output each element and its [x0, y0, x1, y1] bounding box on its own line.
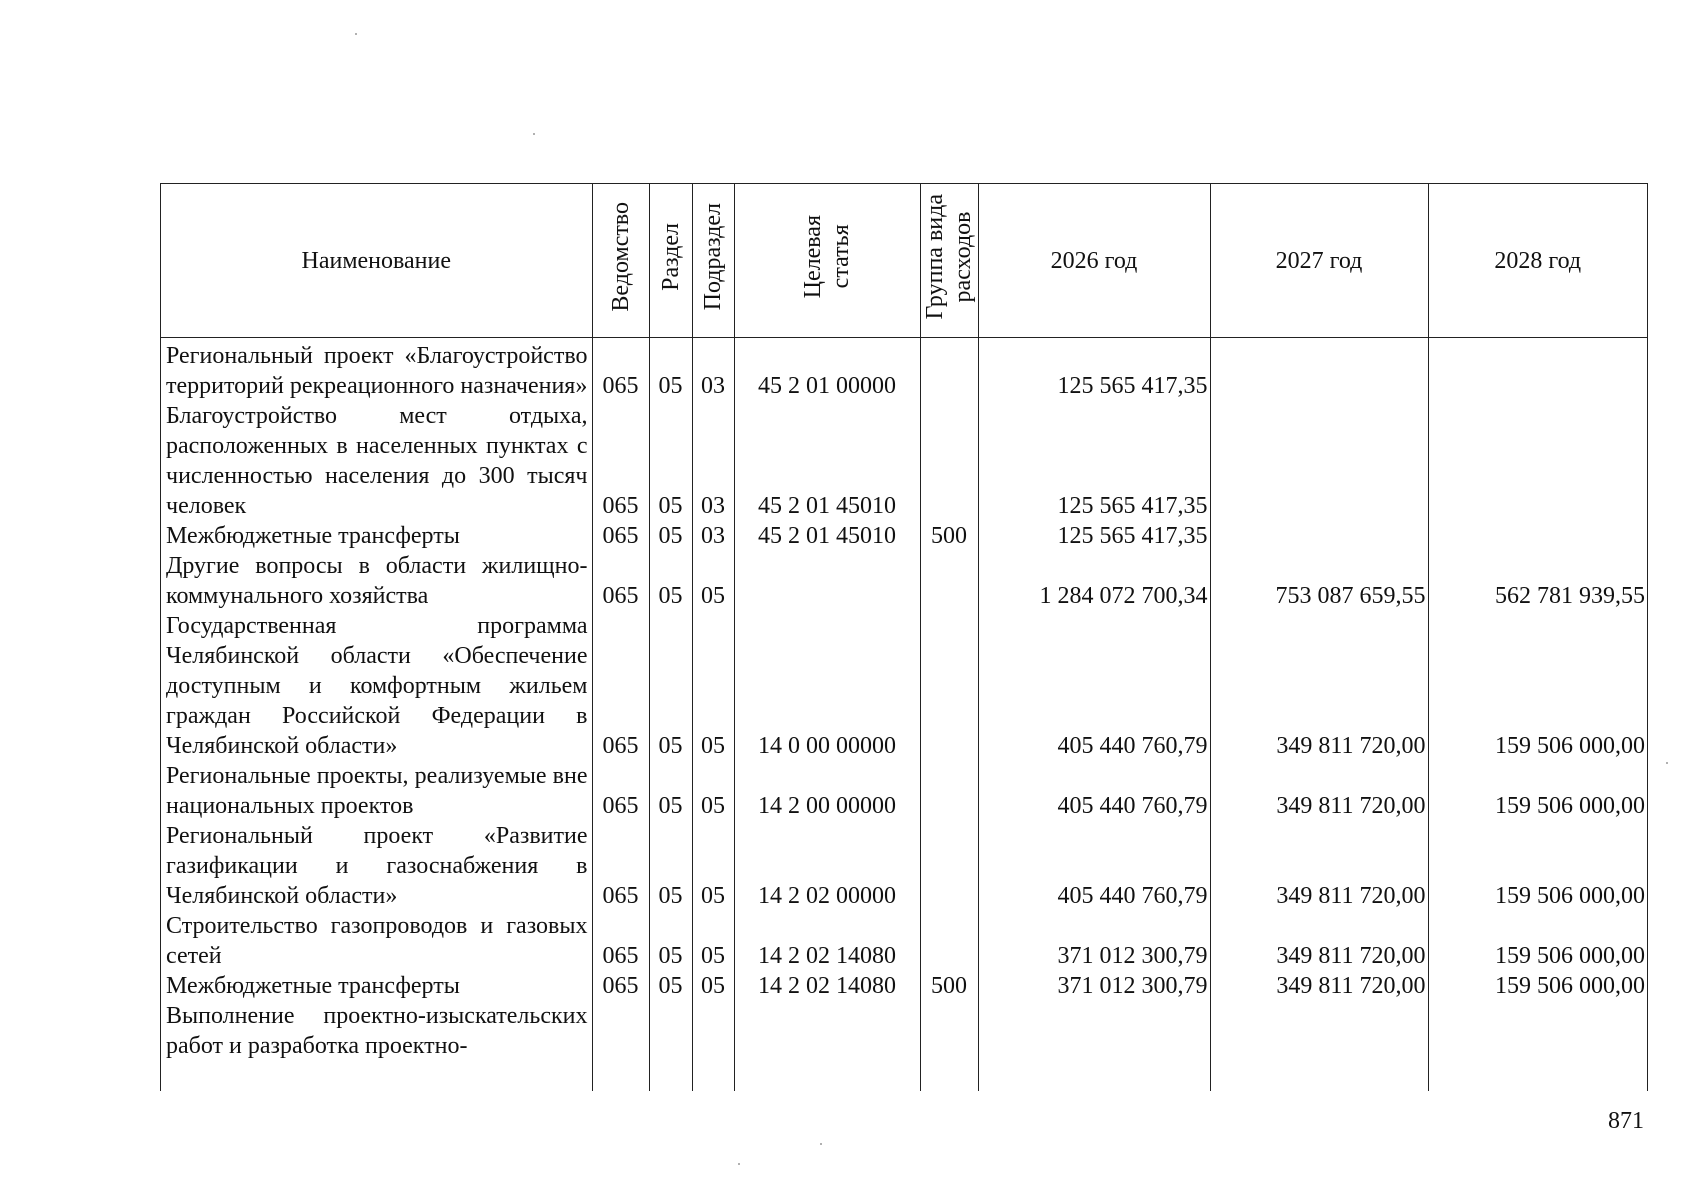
row-name: Благоустройство мест отдыха, расположенных в населенных пунктах с численностью населения до 300 тысяч человек: [161, 401, 592, 521]
row-name: Государственная программа Челябинской области «Обеспечение доступным и комфортным жильем граждан Российской Федерации в Челябинской области»: [161, 611, 592, 761]
row-cel: 45 2 01 45010: [734, 401, 920, 521]
header-cel-label: Целевая статья: [800, 214, 854, 299]
row-ved: [592, 1001, 649, 1061]
filler-cell: [592, 1061, 649, 1091]
row-grp: 500: [920, 521, 978, 551]
row-2026: 1 284 072 700,34: [978, 551, 1210, 611]
table-row: [161, 338, 1647, 402]
row-2027: [1210, 521, 1428, 551]
scan-speck: [820, 1143, 822, 1145]
header-2028-label: 2028 год: [1494, 247, 1582, 274]
row-name: Региональный проект «Благоустройство территорий рекреационного назначения»: [161, 338, 592, 402]
row-2027: 753 087 659,55: [1210, 551, 1428, 611]
filler-cell: [692, 1061, 734, 1091]
row-cel: 14 2 02 00000: [734, 821, 920, 911]
row-grp: [920, 401, 978, 521]
row-2028: [1428, 521, 1647, 551]
row-2026: 125 565 417,35: [978, 521, 1210, 551]
row-2028: 159 506 000,00: [1428, 821, 1647, 911]
row-cel: 45 2 01 00000: [734, 338, 920, 402]
table-row: [161, 551, 1647, 611]
row-name: Региональные проекты, реализуемые вне национальных проектов: [161, 761, 592, 821]
table-header-row: [161, 184, 1647, 338]
row-name: Другие вопросы в области жилищно-коммунального хозяйства: [161, 551, 592, 611]
row-podrazd: 03: [692, 401, 734, 521]
header-razd-label: Раздел: [657, 222, 684, 291]
row-name: Межбюджетные трансферты: [161, 521, 592, 551]
row-2027: 349 811 720,00: [1210, 821, 1428, 911]
header-2026-label: 2026 год: [1050, 247, 1138, 274]
row-2028: [1428, 401, 1647, 521]
row-podrazd: 03: [692, 338, 734, 402]
filler-cell: [1428, 1061, 1647, 1091]
scan-speck: [355, 33, 357, 35]
row-2027: 349 811 720,00: [1210, 971, 1428, 1001]
budget-table-frame: [160, 183, 1648, 1091]
row-razd: [649, 1001, 692, 1061]
row-ved: 065: [592, 521, 649, 551]
row-2028: 159 506 000,00: [1428, 971, 1647, 1001]
row-podrazd: 05: [692, 761, 734, 821]
row-ved: 065: [592, 338, 649, 402]
scan-speck: [1666, 762, 1668, 764]
row-grp: [920, 821, 978, 911]
table-row: [161, 521, 1647, 551]
table-filler-row: [161, 1061, 1647, 1091]
header-razd: [649, 184, 692, 338]
filler-cell: [161, 1061, 592, 1091]
table-row: [161, 1001, 1647, 1061]
header-2026: [978, 184, 1210, 338]
row-cel: [734, 1001, 920, 1061]
row-2026: 405 440 760,79: [978, 761, 1210, 821]
row-podrazd: 05: [692, 611, 734, 761]
row-razd: 05: [649, 521, 692, 551]
header-2028: [1428, 184, 1647, 338]
row-2026: 405 440 760,79: [978, 821, 1210, 911]
row-razd: 05: [649, 401, 692, 521]
row-grp: 500: [920, 971, 978, 1001]
header-grp-label: Группа вида расходов: [922, 193, 976, 320]
row-ved: 065: [592, 551, 649, 611]
header-cel: [734, 184, 920, 338]
row-ved: 065: [592, 761, 649, 821]
filler-cell: [920, 1061, 978, 1091]
row-razd: 05: [649, 338, 692, 402]
row-2026: [978, 1001, 1210, 1061]
row-2028: 159 506 000,00: [1428, 911, 1647, 971]
row-grp: [920, 911, 978, 971]
row-ved: 065: [592, 911, 649, 971]
row-2027: 349 811 720,00: [1210, 911, 1428, 971]
table-row: [161, 911, 1647, 971]
row-cel: [734, 551, 920, 611]
row-name: Строительство газопроводов и газовых сетей: [161, 911, 592, 971]
row-razd: 05: [649, 821, 692, 911]
row-podrazd: 03: [692, 521, 734, 551]
row-2028: 159 506 000,00: [1428, 611, 1647, 761]
row-2026: 371 012 300,79: [978, 971, 1210, 1001]
row-2028: 159 506 000,00: [1428, 761, 1647, 821]
row-2028: 562 781 939,55: [1428, 551, 1647, 611]
header-2027-label: 2027 год: [1275, 247, 1363, 274]
row-razd: 05: [649, 911, 692, 971]
row-ved: 065: [592, 971, 649, 1001]
row-2027: 349 811 720,00: [1210, 611, 1428, 761]
filler-cell: [978, 1061, 1210, 1091]
row-grp: [920, 1001, 978, 1061]
row-name: Выполнение проектно-изыскательских работ и разработка проектно-: [161, 1001, 592, 1061]
row-2028: [1428, 338, 1647, 402]
table-row: [161, 761, 1647, 821]
row-2027: 349 811 720,00: [1210, 761, 1428, 821]
table-row: [161, 971, 1647, 1001]
row-cel: 14 2 02 14080: [734, 971, 920, 1001]
row-2026: 125 565 417,35: [978, 338, 1210, 402]
row-2026: 405 440 760,79: [978, 611, 1210, 761]
filler-cell: [1210, 1061, 1428, 1091]
row-2028: [1428, 1001, 1647, 1061]
header-ved: [592, 184, 649, 338]
row-podrazd: [692, 1001, 734, 1061]
row-grp: [920, 761, 978, 821]
row-razd: 05: [649, 611, 692, 761]
row-razd: 05: [649, 761, 692, 821]
header-podrazd-label: Подраздел: [700, 202, 726, 311]
row-podrazd: 05: [692, 971, 734, 1001]
header-ved-label: Ведомство: [607, 201, 634, 312]
row-ved: 065: [592, 611, 649, 761]
row-podrazd: 05: [692, 551, 734, 611]
row-grp: [920, 611, 978, 761]
header-2027: [1210, 184, 1428, 338]
row-name: Межбюджетные трансферты: [161, 971, 592, 1001]
row-ved: 065: [592, 401, 649, 521]
row-name: Региональный проект «Развитие газификации и газоснабжения в Челябинской области»: [161, 821, 592, 911]
header-grp: [920, 184, 978, 338]
row-podrazd: 05: [692, 821, 734, 911]
row-2027: [1210, 338, 1428, 402]
row-cel: 45 2 01 45010: [734, 521, 920, 551]
page-number: 871: [1608, 1108, 1644, 1134]
table-row: [161, 611, 1647, 761]
table-row: [161, 821, 1647, 911]
row-razd: 05: [649, 551, 692, 611]
row-razd: 05: [649, 971, 692, 1001]
row-cel: 14 0 00 00000: [734, 611, 920, 761]
budget-table: [161, 184, 1647, 1091]
header-name-label: Наименование: [301, 247, 452, 274]
row-2026: 125 565 417,35: [978, 401, 1210, 521]
scan-speck: [738, 1163, 740, 1165]
row-cel: 14 2 02 14080: [734, 911, 920, 971]
row-2027: [1210, 1001, 1428, 1061]
row-podrazd: 05: [692, 911, 734, 971]
row-cel: 14 2 00 00000: [734, 761, 920, 821]
table-row: [161, 401, 1647, 521]
row-2027: [1210, 401, 1428, 521]
filler-cell: [649, 1061, 692, 1091]
row-2026: 371 012 300,79: [978, 911, 1210, 971]
row-ved: 065: [592, 821, 649, 911]
header-name: [161, 184, 592, 338]
row-grp: [920, 551, 978, 611]
header-podrazd: [692, 184, 734, 338]
filler-cell: [734, 1061, 920, 1091]
scan-speck: [533, 133, 535, 135]
row-grp: [920, 338, 978, 402]
